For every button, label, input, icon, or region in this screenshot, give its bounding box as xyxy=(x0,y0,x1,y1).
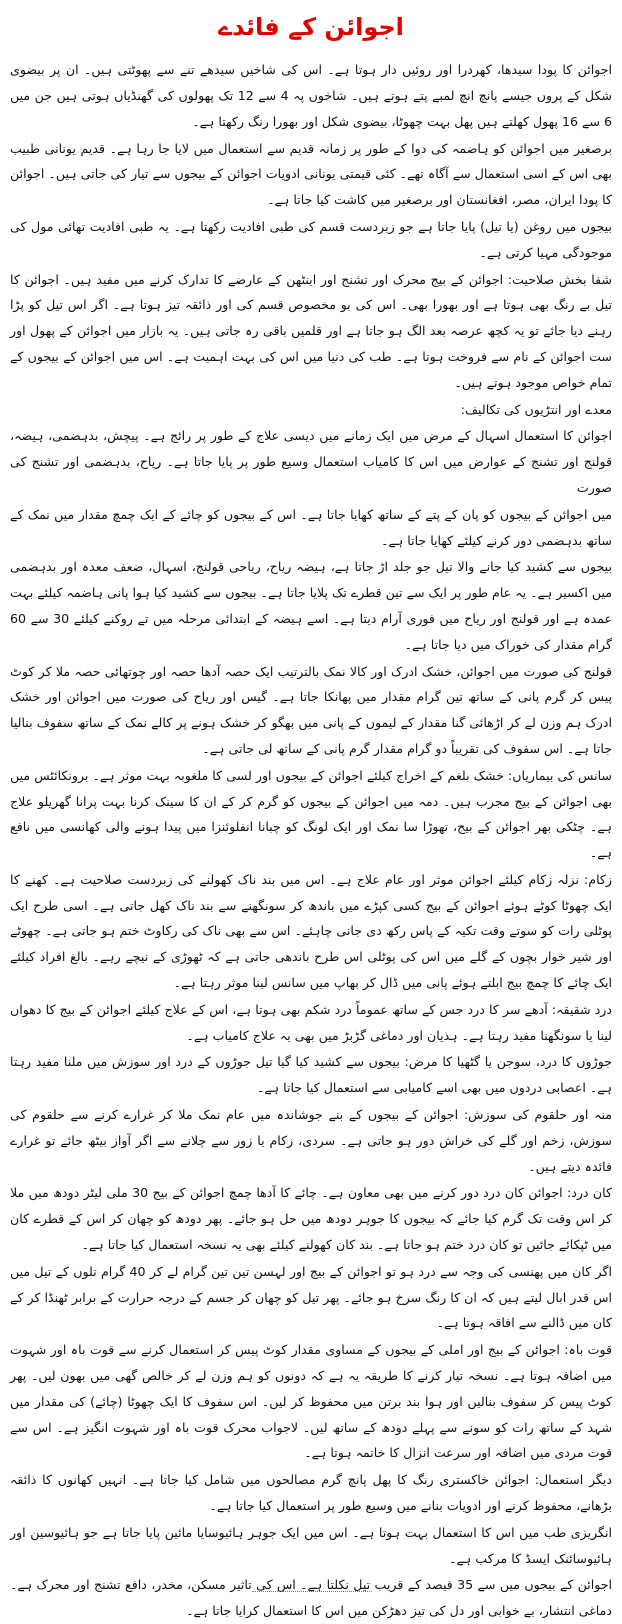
paragraph-betel-leaf: میں اجوائن کے بیجوں کو پان کے پتے کے ساتھ کھایا جاتا ہے۔ اس کے بیجوں کو چائے کے ایک چمچ مقدار میں نمک کے ساتھ بدہضمی دور کرنے کیلئے کھایا جاتا ہے۔ xyxy=(10,506,612,548)
paragraph-migraine: درد شقیقہ: آدھے سر کا درد جس کے ساتھ عموماً درد شکم بھی ہوتا ہے، اس کے علاج کیلئے اجوائن کے بیج کا دھواں لینا یا سونگھنا مفید رہتا ہے۔ ہذیان اور دماغی گڑبڑ میں بھی یہ علاج کامیاب ہے۔ xyxy=(10,1001,612,1043)
paragraph-diarrhea: اجوائن کا استعمال اسہال کے مرض میں ایک زمانے میں دیسی علاج کے طور پر رائج ہے۔ پیچش، بدہضمی، ہیضہ، قولنج اور تشنج کے عوارض میں اس کا کامیاب استعمال وسیع طور پر پایا جاتا ہے۔ ریاح، بدہضمی اور تشنج کی صورت xyxy=(10,428,612,495)
paragraph-healing: شفا بخش صلاحیت: اجوائن کے بیج محرک اور تشنج اور اینٹھن کے عارضے کا تدارک کرنے میں مفید ہیں۔ اجوائن کا تیل بے رنگ بھی ہوتا ہے اور بھورا بھی۔ اس کی بو مخصوص قسم کی اور ذائقہ تیز ہوتا ہے۔ اگر اس تیل کو پڑا رہنے دیا جائے تو یہ کچھ عرصہ بعد الگ ہو جاتا ہے اور قلمیں باقی رہ جاتی ہیں۔ یہ بازار میں اجوائن کے پھول اور ست اجوائن کے نام سے فروخت ہوتا ہے۔ طب کی دنیا میں اس کی بہت اہمیت ہے۔ اس میں اجوائن کے بیجوں کے تمام خواص موجود ہوتے ہیں۔ xyxy=(10,271,612,390)
paragraph-colic: قولنج کی صورت میں اجوائن، خشک ادرک اور کالا نمک بالترتیب ایک حصہ آدھا حصہ اور چوتھائی حصہ ملا کر کوٹ پیس کر گرم پانی کے ساتھ تین گرام مقدار میں پھانکا جاتا ہے۔ گیس اور ریاح کی صورت میں اجوائن اور خشک ادرک ہم وزن لے کر اڑھائی گنا مقدار کے لیموں کے پانی میں بھگو کر خشک ہونے پر کالے نمک کے ساتھ سفوف بنالیا جاتا ہے۔ اس سفوف کی تقریباً دو گرام مقدار گرم پانی کے ساتھ لی جاتی ہے۔ xyxy=(10,663,612,756)
paragraph-throat: منہ اور حلقوم کی سوزش: اجوائن کے بیجوں کے بنے جوشاندہ میں عام نمک ملا کر غرارے کرنے سے حلقوم کی سوزش، زخم اور گلے کی خراش دور ہو جاتی ہے۔ سردی، زکام یا زور سے چلانے سے اگر آواز بیٹھ جائے تو غرارے فائدہ دیتے ہیں۔ xyxy=(10,1107,612,1174)
paragraph-history: برصغیر میں اجوائن کو ہاضمہ کی دوا کے طور پر زمانہ قدیم سے استعمال میں لایا جا رہا ہے۔ قدیم یونانی طبیب بھی اس کے اسی استعمال سے آگاہ تھے۔ کئی قیمتی یونانی ادویات اجوائن کے بیجوں سے تیار کی جاتی ہیں۔ اجوائن کا پودا ایران، مصر، افغانستان اور برصغیر میں کاشت کیا جاتا ہے۔ xyxy=(10,140,612,208)
footer-divider xyxy=(252,1591,372,1600)
article-title: اجوائن کے فائدے xyxy=(218,13,404,41)
paragraph-seed-oil: اجوائن کے بیجوں میں سے 35 فیصد کے قریب تیل نکلتا ہے۔ اس کی تاثیر مسکن، مخدر، دافع تشنج اور محرک ہے۔ دماغی انتشار، بے خوابی اور دل کی تیز دھڑکن میں اس کا استعمال کرایا جاتا ہے۔ xyxy=(10,1577,612,1619)
paragraph-ear-boil: اگر کان میں پھنسی کی وجہ سے درد ہو تو اجوائن کے بیج اور لہسن تین تین گرام لے کر 40 گرام تلوں کے تیل میں اس قدر ابال لیتے ہیں کہ ان کا رنگ سرخ ہو جائے۔ پھر تیل کو چھان کر جسم کے درجہ حرارت کے برابر ٹھنڈا کر کے کان میں ڈالنے سے افاقہ ہوتا ہے۔ xyxy=(10,1263,612,1331)
paragraph-earache: کان درد: اجوائن کان درد دور کرنے میں بھی معاون ہے۔ چائے کا آدھا چمچ اجوائن کے بیج 30 ملی لیٹر دودھ میں ملا کر اس وقت تک گرم کیا جائے کہ بیجوں کا جوہر دودھ میں حل ہو جائے۔ پھر دودھ کو چھان کر اس کے قطرے کان میں ٹپکائے جائیں تو کان درد ختم ہو جاتا ہے۔ بند کان کھولنے کیلئے بھی یہ نسخہ استعمال کیا جاتا ہے۔ xyxy=(10,1185,612,1253)
paragraph-plant-description: اجوائن کا پودا سیدھا، کھردرا اور روئیں دار ہوتا ہے۔ اس کی شاخیں سیدھے تنے سے پھوٹتی ہیں۔ ان پر بیضوی شکل کے پروں جیسے پانچ انچ لمبے پتے ہوتے ہیں۔ شاخوں پہ 4 سے 12 تک پھولوں کی گھنڈیاں ہوتی ہیں جن میں 6 سے 16 پھول کھلتے ہیں پھل بہت چھوٹا، بیضوی شکل اور بھورا رنگ رکھتا ہے۔ xyxy=(10,62,612,129)
paragraph-english-medicine: انگریزی طب میں اس کا استعمال بہت ہوتا ہے۔ اس میں ایک جوہر ہائیوسایا مائین پایا جاتا ہے جو ہائیوسین اور ہائیوسائنک ایسڈ کا مرکب ہے۔ xyxy=(10,1524,612,1566)
paragraph-joint-pain: جوڑوں کا درد، سوجن یا گٹھیا کا مرض: بیجوں سے کشید کیا گیا تیل جوڑوں کے درد اور سوزش میں ملنا مفید رہتا ہے۔ اعصابی دردوں میں بھی اسے کامیابی سے استعمال کیا جاتا ہے۔ xyxy=(10,1054,612,1096)
paragraph-cold: زکام: نزلہ زکام کیلئے اجوائن موثر اور عام علاج ہے۔ اس میں بند ناک کھولنے کی زبردست صلاحیت ہے۔ کھنے کا ایک چھوٹا کوٹے ہوئے اجوائن کے بیج کسی کپڑے میں باندھ کر سونگھنے سے بند ناک کھل جاتی ہے۔ اسی طرح ایک پوٹلی رات کو سوتے وقت تکیہ کے پاس رکھ دی جانی چاہئے۔ اس سے بھی ناک کی رکاوٹ ختم ہو جاتی ہے۔ چھوٹے اور شیر خوار بچوں کے گلے میں اس کی پوٹلی اس طرح باندھی جاتی ہے کہ ٹھوڑی کے نیچے رہے۔ بالغ افراد کیلئے ایک چائے کا چمچ بیج ابلتے ہوئے پانی میں ڈال کر بھاپ میں سانس لینا موثر رہتا ہے۔ xyxy=(10,871,612,991)
paragraph-vitality: قوت باہ: اجوائن کے بیج اور املی کے بیجوں کے مساوی مقدار کوٹ پیس کر استعمال کرنے سے قوت باہ اور شہوت میں اضافہ ہوتا ہے۔ نسخہ تیار کرنے کا طریقہ یہ ہے کہ دونوں کو ہم وزن لے کر خالص گھی میں بھون لیں۔ پھر کوٹ پیس کر سفوف بنالیں اور ہوا بند برتن میں محفوظ کر لیں۔ اس سفوف کا ایک چھوٹا (چائے) کی مقدار میں شہد کے ساتھ رات کو سونے سے پہلے دودھ کے ساتھ لیں۔ لاجواب محرک قوت باہ اور شہوت انگیز ہے۔ اس سے قوت مردی میں اضافہ اور سرعت انزال کا خاتمہ ہوتا ہے۔ xyxy=(10,1342,612,1461)
paragraph-respiratory: سانس کی بیماریاں: خشک بلغم کے اخراج کیلئے اجوائن کے بیجوں اور لسی کا ملغوبہ بہت موثر ہے۔ برونکائٹس میں بھی اجوائن کے بیج مجرب ہیں۔ دمہ میں اجوائن کے بیجوں کو گرم کر کے ان کا سینک کرنا بہت پرانا گھریلو علاج ہے۔ چٹکی بھر اجوائن کے بیج، تھوڑا سا نمک اور ایک لونگ کو چبانا انفلوئنزا میں پیدا ہونے والی کھانسی میں نافع ہے۔ xyxy=(10,767,612,861)
paragraph-other-uses: دیگر استعمال: اجوائن خاکستری رنگ کا پھل پانچ گرم مصالحوں میں شامل کیا جاتا ہے۔ انہیں کھانوں کا ذائقہ بڑھانے، محفوظ کرنے اور ادویات بنانے میں وسیع طور پر استعمال کیا جاتا ہے۔ xyxy=(10,1472,612,1514)
section-heading-stomach: معدے اور انتڑیوں کی تکالیف: xyxy=(460,401,612,417)
paragraph-oil: بیجوں میں روغن (یا تیل) پایا جاتا ہے جو زبردست قسم کی طبی افادیت رکھتا ہے۔ یہ طبی افادیت تھائی مول کی موجودگی مہیا کرتی ہے۔ xyxy=(10,218,612,260)
paragraph-distilled-oil: بیجوں سے کشید کیا جانے والا تیل جو جلد اڑ جاتا ہے، ہیضہ ریاح، ریاحی قولنج، اسہال، ضعف معدہ اور بدہضمی میں اکسیر ہے۔ یہ عام طور پر ایک سے تین قطرے تک پلایا جاتا ہے۔ بیجوں سے کشید کیا ہوا پانی ہاضمہ کیلئے بہت عمدہ ہے اور قولنج اور ریاح میں فوری آرام دیتا ہے۔ اسے ہیضہ کے ابتدائی مرحلہ میں تے روکنے کیلئے 30 سے 60 گرام مقدار کی خوراک میں دیا جاتا ہے۔ xyxy=(10,559,612,652)
